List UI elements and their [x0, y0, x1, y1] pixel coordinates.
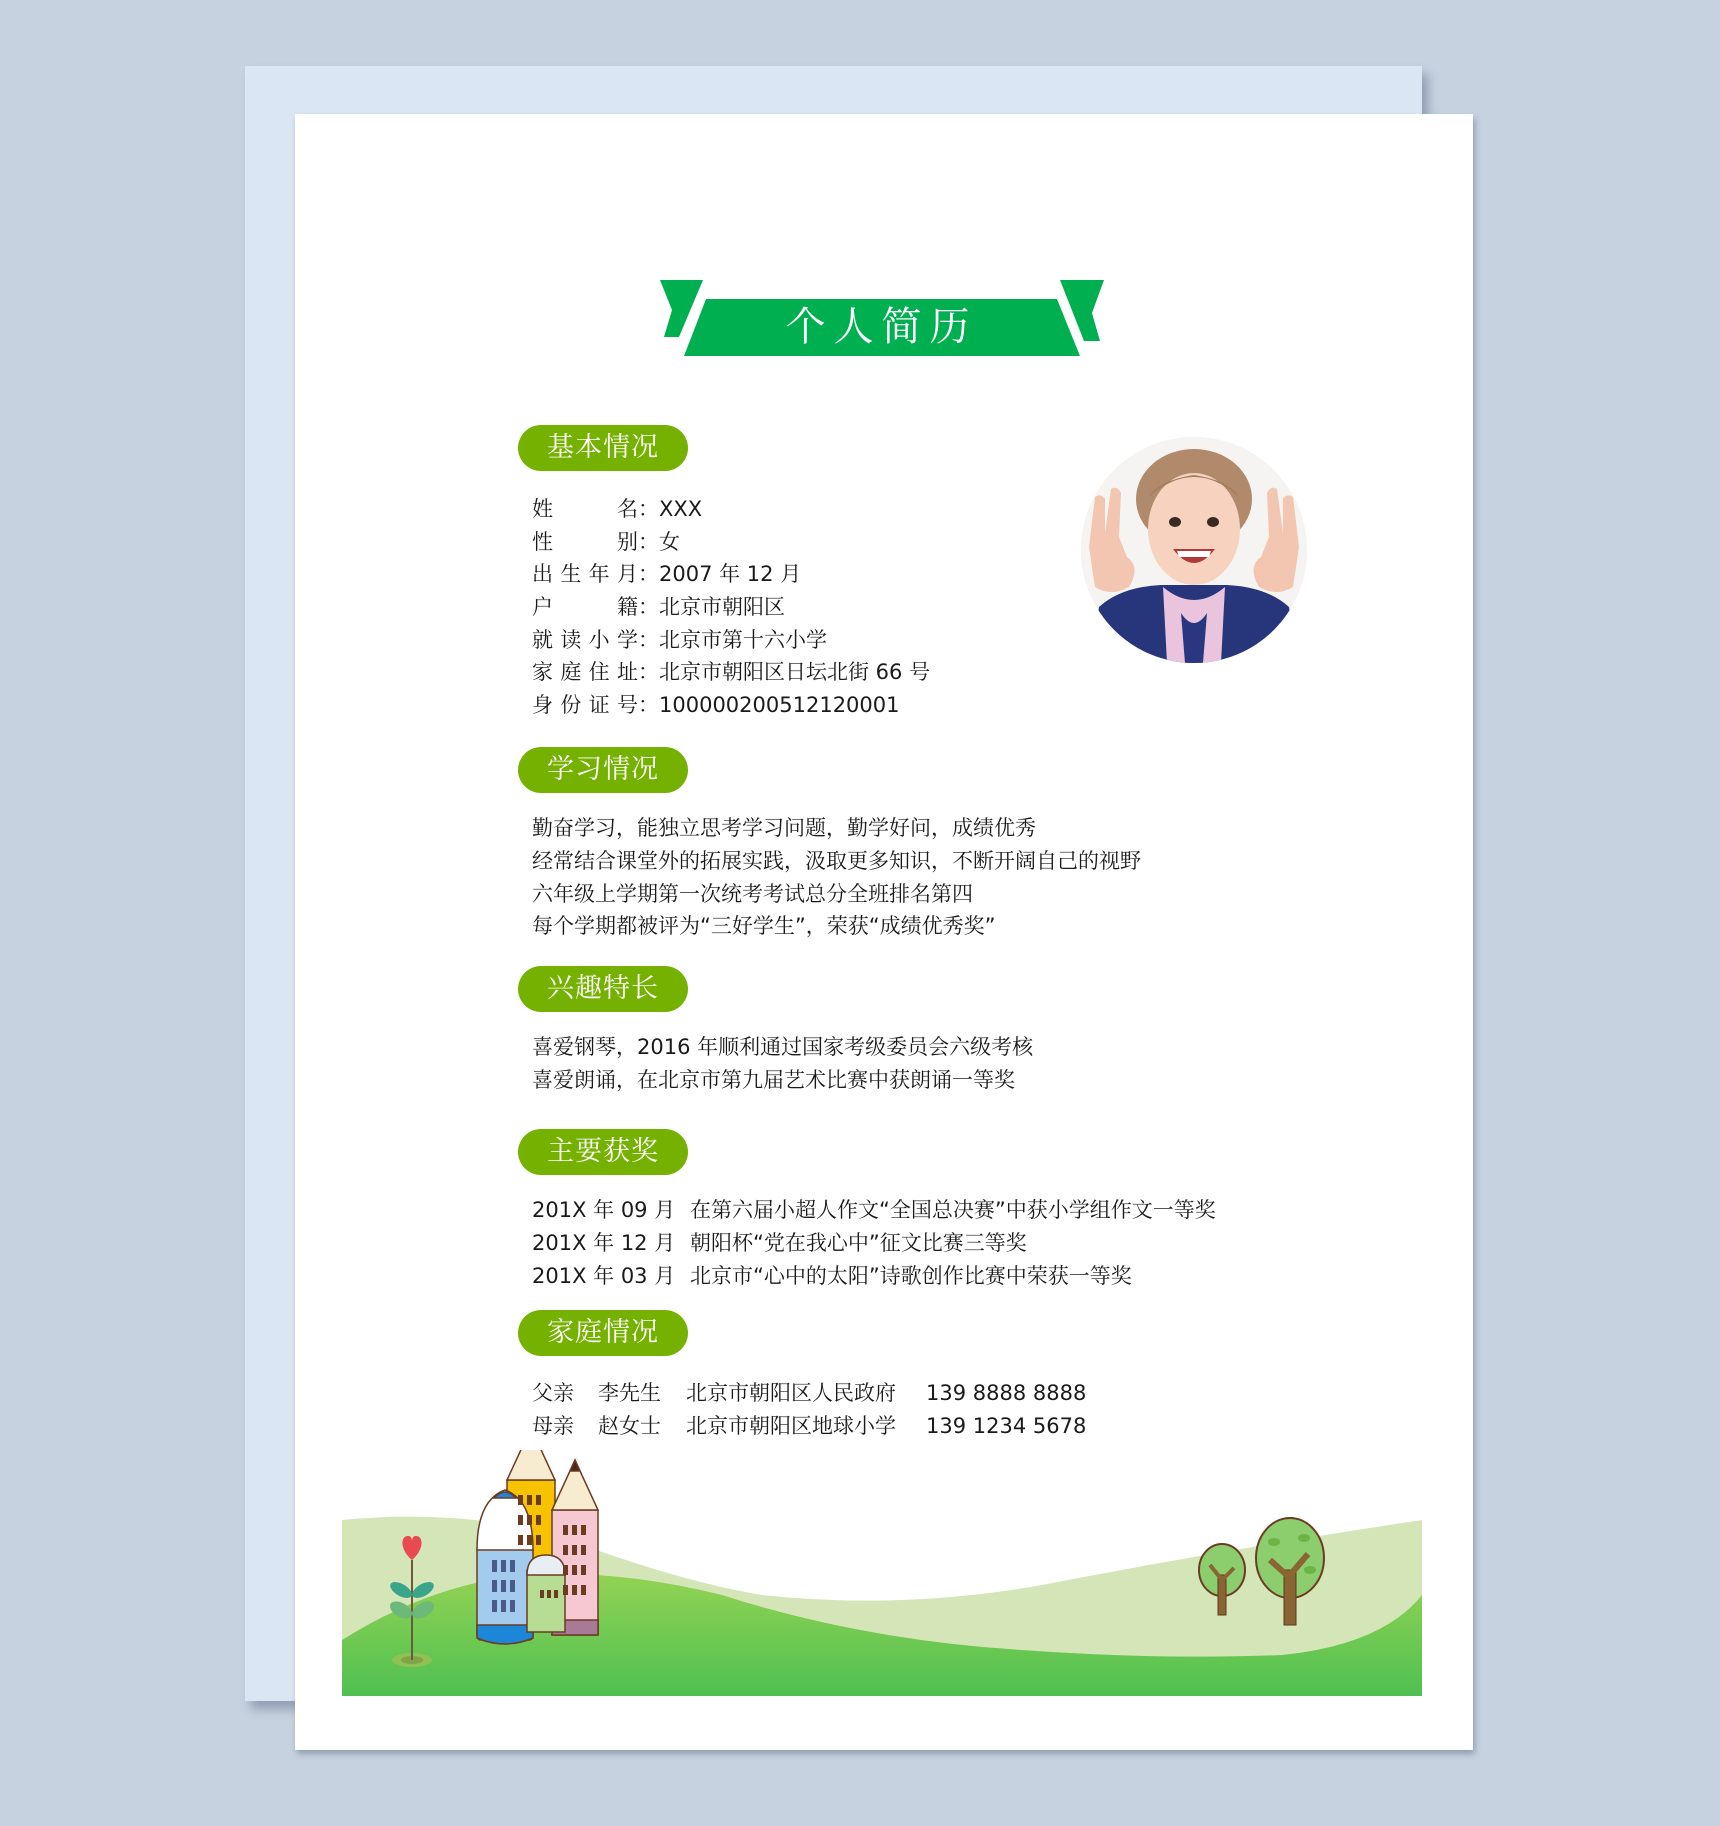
- info-label: 就读小学: [532, 628, 638, 652]
- info-row-hukou: [532, 594, 785, 620]
- info-value: 2007 年 12 月: [659, 562, 802, 586]
- study-line: 六年级上学期第一次统考考试总分全班排名第四: [532, 882, 973, 906]
- info-separator: ：: [638, 660, 659, 684]
- section-heading-basic: 基本情况: [518, 425, 688, 471]
- info-separator: ：: [638, 530, 659, 554]
- family-phone: 139 1234 5678: [926, 1414, 1087, 1438]
- family-name: 赵女士: [598, 1414, 661, 1438]
- info-separator: ：: [638, 595, 659, 619]
- section-heading-hobbies: 兴趣特长: [518, 966, 688, 1012]
- info-separator: ：: [638, 562, 659, 586]
- family-relation: 父亲: [532, 1381, 574, 1405]
- info-value: 女: [659, 530, 680, 554]
- info-value: 100000200512120001: [659, 693, 900, 717]
- family-workplace: 北京市朝阳区地球小学: [686, 1414, 896, 1438]
- girl-portrait-icon: [1081, 437, 1307, 663]
- study-line: 每个学期都被评为“三好学生”，荣获“成绩优秀奖”: [532, 914, 996, 938]
- info-label: 户 籍: [532, 595, 638, 619]
- info-value: 北京市朝阳区: [659, 595, 785, 619]
- section-heading-study: 学习情况: [518, 747, 688, 793]
- section-heading-family: 家庭情况: [518, 1310, 688, 1356]
- study-line: 勤奋学习，能独立思考学习问题，勤学好问，成绩优秀: [532, 816, 1036, 840]
- info-value: 北京市第十六小学: [659, 628, 827, 652]
- award-row: [532, 1197, 1216, 1223]
- info-label: 家庭住址: [532, 660, 638, 684]
- award-date: 201X 年 12 月: [532, 1231, 676, 1255]
- award-desc: 在第六届小超人作文“全国总决赛”中获小学组作文一等奖: [690, 1198, 1216, 1222]
- info-row-address: [532, 659, 930, 685]
- building-windows-blue: [492, 1560, 515, 1612]
- award-desc: 北京市“心中的太阳”诗歌创作比赛中荣获一等奖: [690, 1264, 1132, 1288]
- info-row-school: [532, 627, 827, 653]
- hobby-line: 喜爱钢琴，2016 年顺利通过国家考级委员会六级考核: [532, 1035, 1034, 1059]
- info-label: 身份证号: [532, 693, 638, 717]
- info-separator: ：: [638, 693, 659, 717]
- family-workplace: 北京市朝阳区人民政府: [686, 1381, 896, 1405]
- info-label: 出生年月: [532, 562, 638, 586]
- pencil-buildings-icon: [477, 1450, 598, 1644]
- info-value: XXX: [659, 497, 703, 521]
- landscape-decoration: [342, 1450, 1422, 1700]
- award-row: [532, 1263, 1132, 1289]
- award-date: 201X 年 03 月: [532, 1264, 676, 1288]
- hobby-line: 喜爱朗诵，在北京市第九届艺术比赛中获朗诵一等奖: [532, 1068, 1015, 1092]
- info-label: 姓 名: [532, 497, 638, 521]
- info-value: 北京市朝阳区日坛北街 66 号: [659, 660, 931, 684]
- profile-photo: [1081, 437, 1307, 663]
- info-row-name: [532, 496, 702, 522]
- info-row-id: [532, 692, 900, 718]
- family-row-mother: [532, 1413, 1086, 1439]
- info-row-gender: [532, 529, 680, 555]
- info-label: 性 别: [532, 530, 638, 554]
- info-row-birth: [532, 561, 801, 587]
- award-desc: 朝阳杯“党在我心中”征文比赛三等奖: [690, 1231, 1027, 1255]
- page-title: 个人简历: [785, 304, 978, 350]
- info-separator: ：: [638, 497, 659, 521]
- family-relation: 母亲: [532, 1414, 574, 1438]
- award-date: 201X 年 09 月: [532, 1198, 676, 1222]
- info-separator: ：: [638, 628, 659, 652]
- family-phone: 139 8888 8888: [926, 1381, 1087, 1405]
- family-name: 李先生: [598, 1381, 661, 1405]
- study-line: 经常结合课堂外的拓展实践，汲取更多知识，不断开阔自己的视野: [532, 849, 1141, 873]
- section-heading-awards: 主要获奖: [518, 1129, 688, 1175]
- family-row-father: [532, 1380, 1086, 1406]
- award-row: [532, 1230, 1027, 1256]
